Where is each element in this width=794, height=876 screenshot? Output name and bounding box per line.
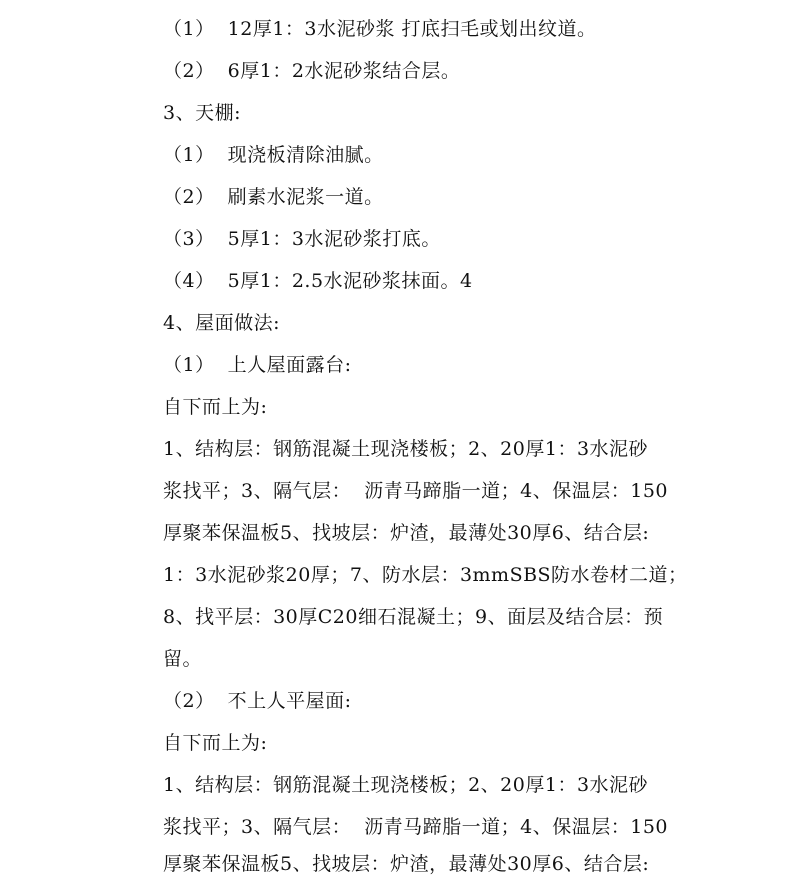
subsection-heading: （2） 不上人平屋面: (163, 690, 352, 712)
text-line: （2） 刷素水泥浆一道。 (163, 186, 384, 208)
text-line: （4） 5厚1：2.5水泥砂浆抹面。4 (163, 270, 473, 292)
section-heading: 4、屋面做法: (163, 312, 280, 334)
section-heading: 3、天棚: (163, 102, 241, 124)
text-line: 1、结构层：钢筋混凝土现浇楼板；2、20厚1：3水泥砂 (163, 438, 649, 460)
text-line: 自下而上为: (163, 732, 268, 754)
text-line: 厚聚苯保温板5、找坡层：炉渣，最薄处30厚6、结合层: (163, 853, 650, 875)
text-line: 1：3水泥砂浆20厚；7、防水层：3mmSBS防水卷材二道； (163, 564, 688, 586)
text-line: 1、结构层：钢筋混凝土现浇楼板；2、20厚1：3水泥砂 (163, 774, 649, 796)
text-line: （1） 12厚1：3水泥砂浆 打底扫毛或划出纹道。 (163, 18, 597, 40)
text-line: （2） 6厚1：2水泥砂浆结合层。 (163, 60, 461, 82)
text-line: 浆找平；3、隔气层： 沥青马蹄脂一道；4、保温层：150 (163, 480, 669, 502)
text-line: 留。 (163, 648, 203, 670)
text-line: 8、找平层：30厚C20细石混凝土；9、面层及结合层：预 (163, 606, 664, 628)
text-line: 浆找平；3、隔气层： 沥青马蹄脂一道；4、保温层：150 (163, 816, 669, 838)
subsection-heading: （1） 上人屋面露台: (163, 354, 352, 376)
text-line: （1） 现浇板清除油腻。 (163, 144, 384, 166)
text-line: 自下而上为: (163, 396, 268, 418)
text-line: 厚聚苯保温板5、找坡层：炉渣，最薄处30厚6、结合层: (163, 522, 650, 544)
text-line: （3） 5厚1：3水泥砂浆打底。 (163, 228, 441, 250)
